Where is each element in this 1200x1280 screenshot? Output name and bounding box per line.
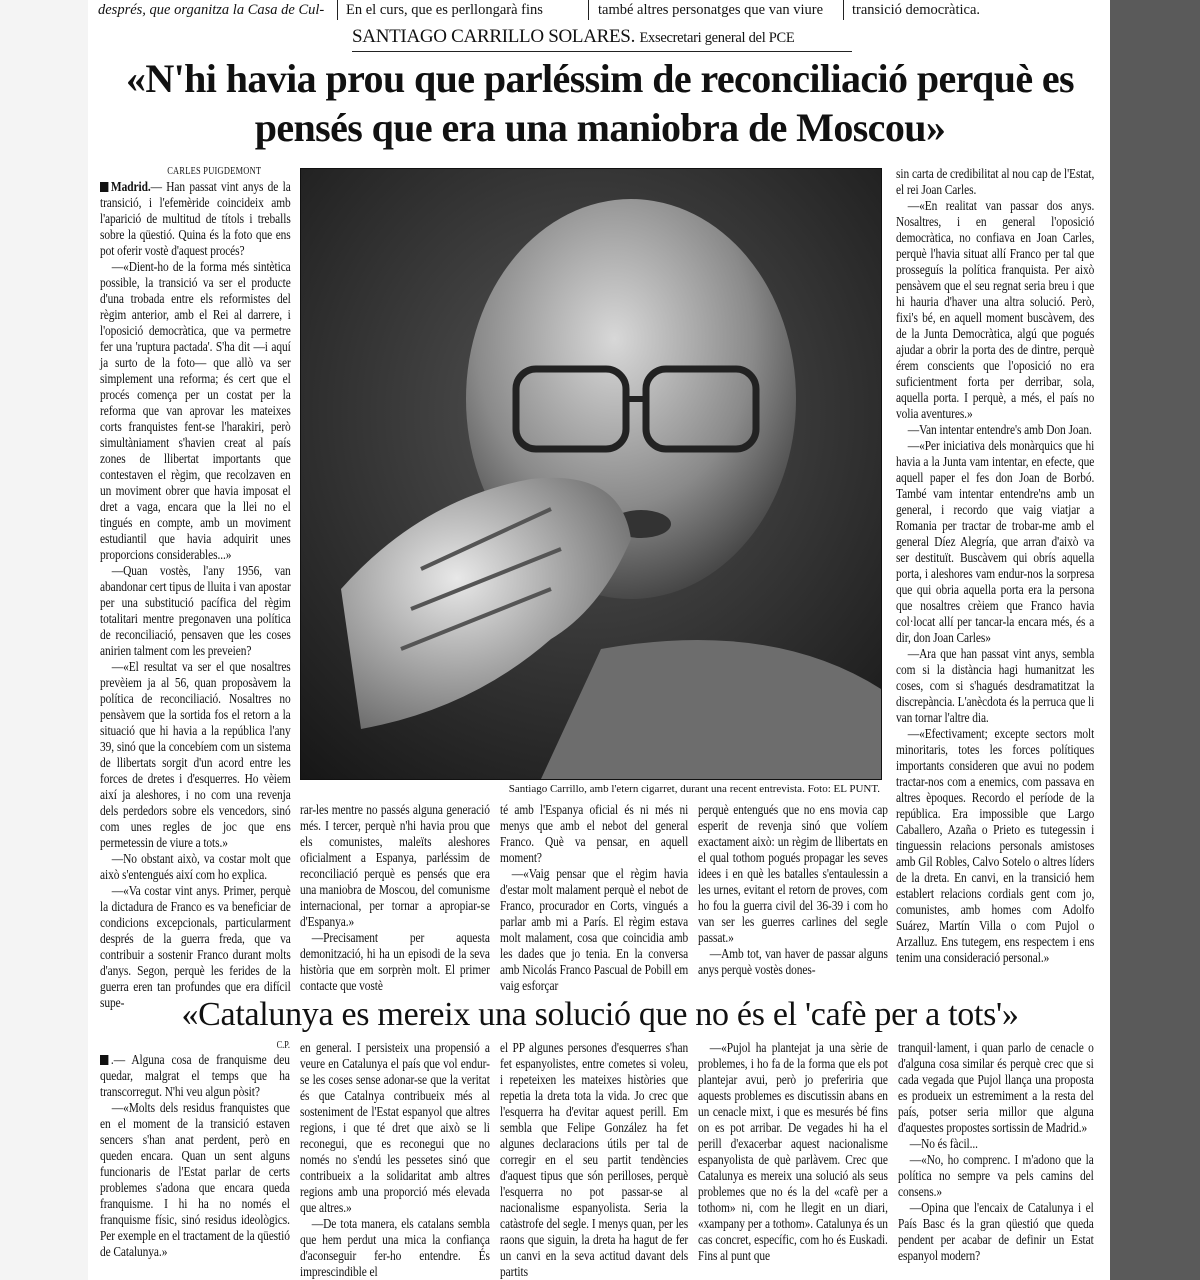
paragraph: —Van intentar entendre's amb Don Joan. (907, 422, 1092, 437)
paragraph: tranquil·lament, i quan parlo de cenacle o d'alguna cosa similar és perquè crec que si cada vegada que Pujol llança una proposta es produeix un estremiment a la resta del país, potser seria millor que alguna d'aquestes propostes sortissin de Madrid.» (898, 1040, 1094, 1135)
square-bullet-icon (100, 182, 108, 192)
paragraph: sin carta de credibilitat al nou cap de l'Estat, el rei Joan Carles. (896, 166, 1095, 197)
column-rule (843, 0, 844, 20)
paragraph: —De tota manera, els catalans sembla que hem perdut una mica la confiança d'aconseguir fer-ho entendre. És imprescindible el (300, 1216, 490, 1279)
paragraph: —«Pujol ha plantejat ja una sèrie de problemes, i ho fa de la forma que els pot plantejar avui, però jo preferiria que aquests problemes es discutissin abans en un cenacle mixt, i que es mesurés bé fins on es pot arribar. De vegades hi ha el perill d'exacerbar aquest nacionalisme espanyolista de què parlàvem. Crec que Catalunya es mereix una solució als seus problemes que no és la del «cafè per a tothom» ni, com he llegit en un diari, «xampany per a tothom». Catalunya és un cas concret, específic, com ho és Euskadi. Fins al punt que (698, 1040, 888, 1263)
column-rule (337, 0, 338, 20)
paragraph: —Amb tot, van haver de passar alguns anys perquè vostès dones- (698, 946, 888, 977)
paragraph: —«Vaig pensar que el règim havia d'estar molt malament perquè el nebot de Franco, procurador en Corts, vingués a parlar amb mi a París. El règim estava molt malament, cosa que coincidia amb les dades que jo tenia. En la conversa amb Nicolás Franco Pascual de Pobill em vaig esforçar (500, 866, 689, 993)
scan-border (1110, 0, 1200, 1280)
paragraph: rar-les mentre no passés alguna generació més. I tercer, perquè n'hi havia prou que els comunistes, maleïts aleshores oficialment a Espanya, parléssim de reconciliació perquè es pensés que era una maniobra de Moscou, del comunisme internacional, per tornar a apropiar-se d'Espanya.» (300, 802, 490, 929)
article2-column-2 (300, 1040, 490, 1280)
article-column-3 (500, 802, 688, 992)
top-strip-fragment: també altres personatges que van viure (598, 2, 824, 18)
article2-column-1 (100, 1040, 290, 1280)
paragraph: en general. I persisteix una propensió a veure en Catalunya el país que vol endur-se les coses sense adonar-se que la veritat és que Catalnya contribueix més al sosteniment de l'Estat espanyol que altres regions, i que té dret que això se li reconegui, que es reconegui que no només no s'endú les pessetes sinó que contribueix a la solidaritat amb altres regions amb una proporció més elevada que altres.» (300, 1040, 490, 1215)
paragraph: —No és fàcil... (909, 1136, 978, 1151)
square-bullet-icon (100, 1055, 108, 1065)
kicker-role: Exsecretari general del PCE (639, 30, 795, 46)
photo-caption: Santiago Carrillo, amb l'etern cigarret, durant una recent entrevista. Foto: EL PUNT. (508, 783, 880, 795)
paragraph: té amb l'Espanya oficial és ni més ni menys que amb el nebot del general Franco. Què va pensar, en aquell moment? (500, 802, 689, 865)
byline: C.P. (276, 1040, 290, 1051)
top-strip-fragment: En el curs, que es perllongarà fins (346, 2, 543, 18)
article-column-4 (698, 802, 888, 992)
paragraph: perquè entengués que no ens movia cap esperit de revenja sinó que volíem exactament això: un règim de llibertats en el qual tothom pogués propagar les seves idees i en què les batalles s'entaulessin a les urnes, evitant el retorn de proves, com ho fou la guerra civil del 36-39 i com ho van ser les guerres carlines del segle passat.» (698, 802, 888, 945)
top-strip-fragment (98, 0, 330, 22)
paragraph: —«Molts dels residus franquistes que en el moment de la transició estaven sencers s'han anat perdent, però en queden encara. Quan un sent alguns funcionaris de l'Estat parlar de certs problemes s'adona que encara queda franquisme. I hi ha no només el franquisme físic, sinó residus ideològics. Per exemple en el tractament de la qüestió de Catalunya.» (100, 1100, 290, 1259)
article-column-5 (896, 166, 1094, 992)
paragraph: —«El resultat va ser el que nosaltres prevèiem ja al 56, quan proposàvem la política de reconciliació. Nosaltres no pensàvem que la sortida fos el retorn a la situació que hi havia a la república l'any 39, sinó que la concebíem com un sistema de llibertats sorgit d'un acord entre les forces de dretes i d'esquerres. Ho vèiem així ja aleshores, i no com una revenja dels perdedors sobre els vencedors, sinó com unes regles de joc que ens permetessin de viure a tots.» (100, 659, 291, 850)
column-rule (588, 0, 589, 20)
paragraph: —No obstant això, va costar molt que això s'entengués així com ho explica. (100, 851, 291, 882)
secondary-headline: «Catalunya es mereix una solució que no és el 'cafè per a tots'» (181, 996, 1019, 1033)
paragraph: —«Va costar vint anys. Primer, perquè la dictadura de Franco es va beneficiar de condicions excepcionals, particularment després de la guerra freda, que va contribuir a sostenir Franco durant molts d'anys. Segon, perquè les ferides de la guerra eren tan profundes que era difícil supe- (100, 883, 291, 1010)
paragraph: —«No, ho comprenc. I m'adono que la política no sempre va pels camins del consens.» (898, 1152, 1094, 1199)
kicker (352, 24, 852, 52)
paragraph: —«En realitat van passar dos anys. Nosaltres, i en general l'oposició democràtica, no confiava en Joan Carles, perquè l'havia situat allí Franco per tal que prosseguís la política franquista. Per això pensàvem que el seu regnat seria breu i que hi hauria d'haver una altra solució. Però, fixi's bé, en aquell moment buscàvem, des de la Junta Democràtica, algú que pogués ajudar a obrir la porta des de dintre, perquè érem conscients que l'oposició no era suficientment forta per derribar, sola, aquella porta. I perquè, a més, el país no volia aventures.» (896, 198, 1095, 421)
portrait-image (301, 169, 881, 779)
paragraph: —«Per iniciativa dels monàrquics que hi havia a la Junta vam intentar, en efecte, que aquell paper el fes don Joan de Borbó. També vam intentar entendre'ns amb un general, i recordo que vaig viatjar a Romania per tractar de trobar-me amb el general Díez Alegría, que arran d'això va ser destituït. Buscàvem qui obrís aquella porta, i aleshores vam endur-nos la sorpresa que qui obria aquella porta era la persona que nosaltres crèiem que Franco havia col·locat allí per tancar-la encara més, és a dir, don Joan Carles» (896, 438, 1095, 645)
article-column-1 (100, 166, 291, 1010)
article2-column-3 (500, 1040, 688, 1280)
article-column-2 (300, 802, 490, 992)
top-strip-fragment: transició democràtica. (852, 2, 981, 18)
dateline: Madrid. (110, 179, 151, 194)
paragraph: —Ara que han passat vint anys, sembla com si la distància hagi humanitzat les coses, com si s'hagués desdramatitzat la discrepància. L'anècdota és la perruca que li van tornar l'altre dia. (896, 646, 1095, 725)
article2-column-5 (898, 1040, 1094, 1280)
portrait-photo (300, 168, 882, 780)
paragraph: el PP algunes persones d'esquerres s'han fet espanyolistes, entre cometes si voleu, i repeteixen les mateixes històries que repetia la dreta tota la vida. Jo crec que l'esquerra ha d'evitar aquest perill. Em sembla que Felipe González ha fet algunes declaracions útils per tal de corregir en el seu partit tendències d'aquest tipus que són perilloses, perquè l'esquerra no pot passar-se al nacionalisme espanyolista. Seria la catàstrofe del segle. I menys quan, per les raons que siguin, la dreta ha hagut de fer un canvi en la seva actitud davant dels partits (500, 1040, 689, 1279)
article2-column-4 (698, 1040, 888, 1280)
paragraph: —«Efectivament; excepte sectors molt minoritaris, totes les forces polítiques importants consideren que avui no podem tractar-nos com a enemics, com passava en altres èpoques. Recordo el període de la república. Era impossible que Largo Caballero, Azaña o Prieto es tutegessin i tinguessin relacions personals amistoses amb Gil Robles, Calvo Sotelo o altres líders de la dreta. En canvi, en la transició hem establert relacions cordials gent com jo, comunistes, amb homes com Adolfo Suárez, Martín Villa o com Pujol o Arzalluz. Ens tutegem, ens respectem i ens tenim una consideració personal.» (896, 726, 1095, 965)
byline: CARLES PUIGDEMONT (167, 166, 262, 177)
paragraph: —«Dient-ho de la forma més sintètica possible, la transició va ser el producte d'una trobada entre els reformistes del règim anterior, amb el Rei al darrere, i l'oposició democràtica, que va permetre fer una 'ruptura pactada'. S'ha dit —i aquí ja surto de la foto— que allò va ser simplement una reforma; és cert que el procés comença per un costat per la reforma que van aprovar les mateixes corts franquistes fent-se l'harakiri, però simultàniament s'havien creat al país zones de llibertat importants que contestaven el règim, que recolzaven en un moviment obrer que havia imposat el dret a vaga, encara que la llei no el tingués en compte, amb un moviment estudiantil que havia adquirit unes proporcions considerables...» (100, 259, 291, 562)
paragraph (100, 1052, 290, 1100)
paragraph (100, 179, 291, 259)
paragraph-text: — Han passat vint anys de la transició, i l'efemèride coincideix amb l'aparició de multitud de títols i treballs sobre la qüestió. Quina és la foto que ens pot oferir vostè d'aquest procés? (100, 179, 291, 258)
headline: «N'hi havia prou que parléssim de reconciliació perquè es pensés que era una maniobra de Moscou» (125, 56, 1075, 150)
paragraph: —Quan vostès, l'any 1956, van abandonar cert tipus de lluita i van apostar per una substitució pacífica del règim totalitari mentre pregonaven una política de reconciliació, pensaven que les coses anirien talment com les preveien? (100, 563, 291, 658)
kicker-name: SANTIAGO CARRILLO SOLARES. (352, 26, 636, 47)
paragraph: —Opina que l'encaix de Catalunya i el País Basc és la gran qüestió que queda pendent per acabar de definir un Estat espanyol modern? (898, 1200, 1094, 1263)
top-strip-text: després, que organitza la Casa de Cul- (98, 2, 325, 18)
paragraph-text: .— Alguna cosa de franquisme deu quedar, malgrat el temps que ha transcorregut. N'hi veu algun pòsit? (100, 1052, 290, 1099)
paragraph: —Precisament per aquesta demonització, hi ha un episodi de la seva història que em sorprèn molt. El primer contacte que vostè (300, 930, 490, 993)
